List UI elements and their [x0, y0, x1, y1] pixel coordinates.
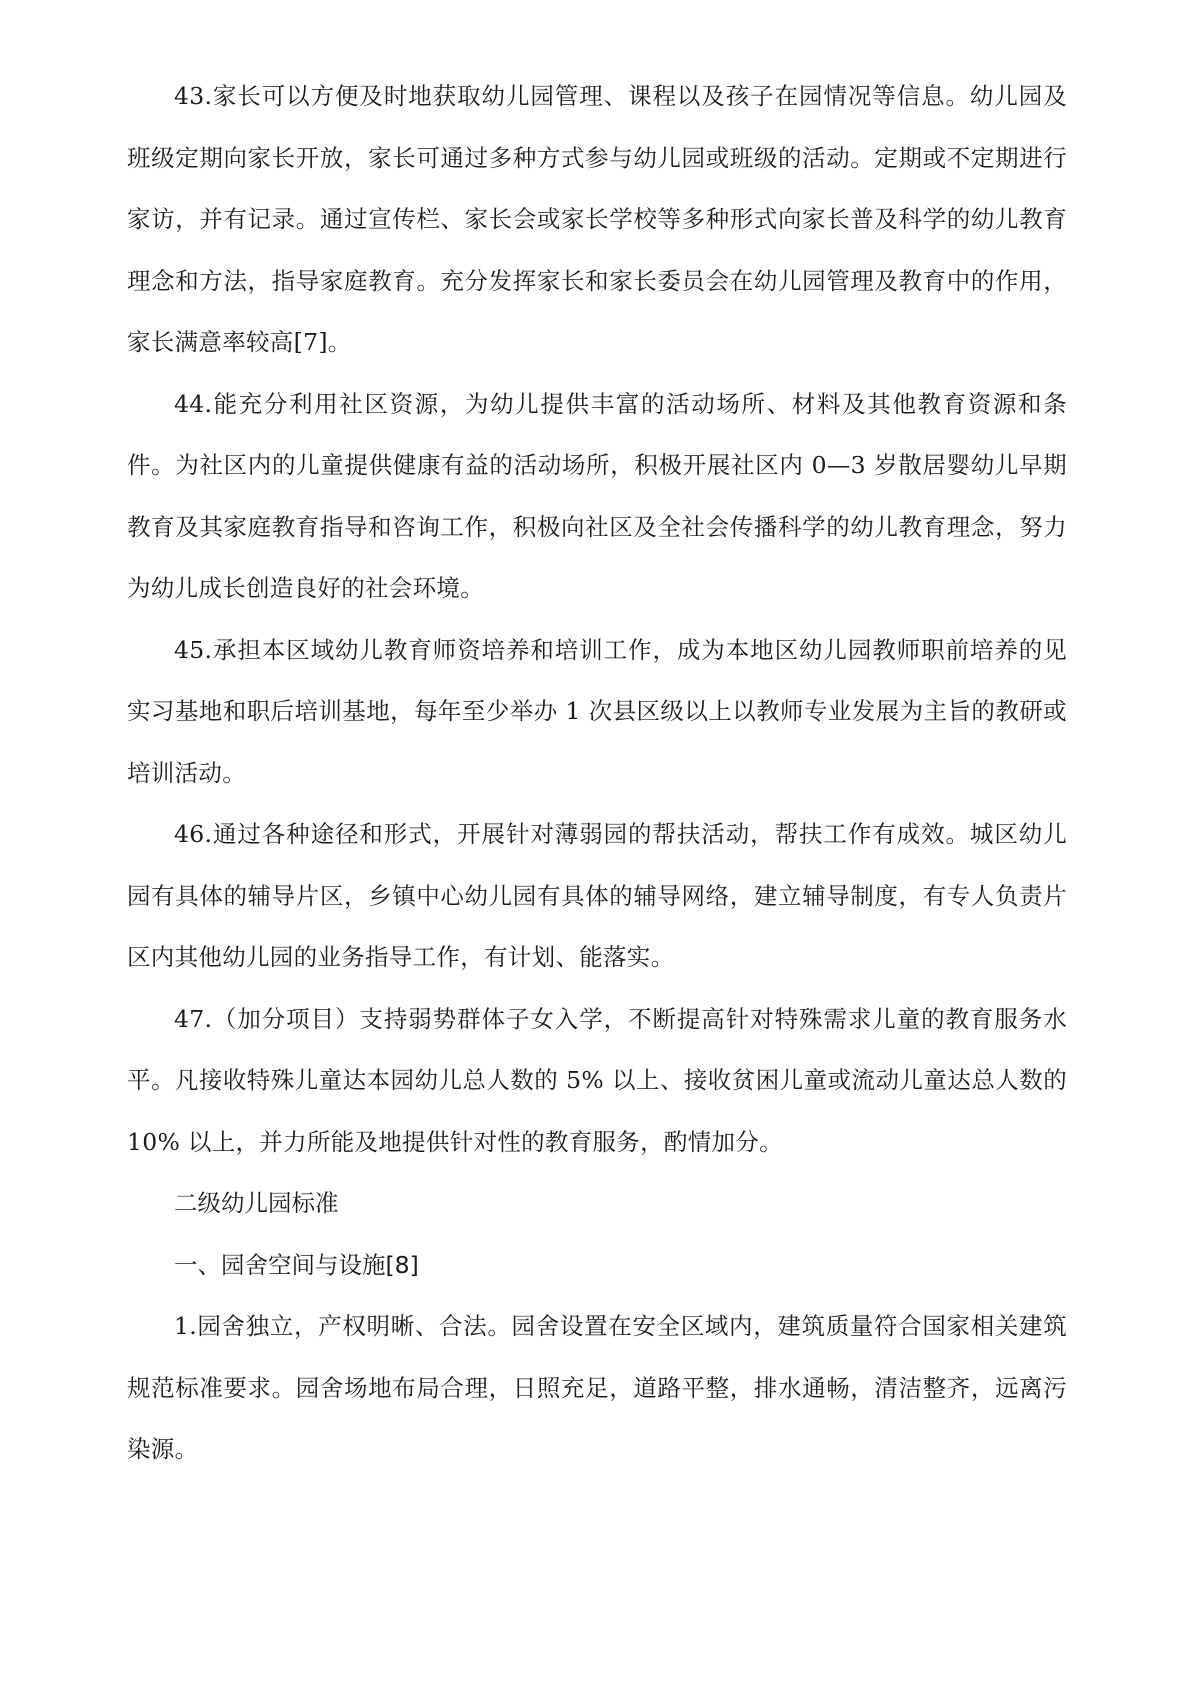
paragraph-46: 46.通过各种途径和形式，开展针对薄弱园的帮扶活动，帮扶工作有成效。城区幼儿园有具体的辅导片区，乡镇中心幼儿园有具体的辅导网络，建立辅导制度，有专人负责片区内其他幼儿园的业务指导工作，有计划、能落实。 [127, 820, 1067, 971]
paragraph-45: 45.承担本区域幼儿教育师资培养和培训工作，成为本地区幼儿园教师职前培养的见实习基地和职后培训基地，每年至少举办 1 次县区级以上以教师专业发展为主旨的教研或培训活动。 [127, 635, 1067, 787]
document-body [127, 66, 1067, 1481]
paragraph-43: 43.家长可以方便及时地获取幼儿园管理、课程以及孩子在园情况等信息。幼儿园及班级定期向家长开放，家长可通过多种方式参与幼儿园或班级的活动。定期或不定期进行家访，并有记录。通过宣传栏、家长会或家长学校等多种形式向家长普及科学的幼儿教育理念和方法，指导家庭教育。充分发挥家长和家长委员会在幼儿园管理及教育中的作用，家长满意率较高[7]。 [127, 82, 1067, 356]
paragraph-44: 44.能充分利用社区资源，为幼儿提供丰富的活动场所、材料及其他教育资源和条件。为社区内的儿童提供健康有益的活动场所，积极开展社区内 0—3 岁散居婴幼儿早期教育及其家庭教育指导和咨询工作，积极向社区及全社会传播科学的幼儿教育理念，努力为幼儿成长创造良好的社会环境。 [127, 389, 1067, 602]
section-title: 二级幼儿园标准 [174, 1189, 339, 1217]
section-paragraph-1: 1.园舍独立，产权明晰、合法。园舍设置在安全区域内，建筑质量符合国家相关建筑规范标准要求。园舍场地布局合理，日照充足，道路平整，排水通畅，清洁整齐，远离污染源。 [127, 1312, 1067, 1463]
paragraph-47: 47.（加分项目）支持弱势群体子女入学，不断提高针对特殊需求儿童的教育服务水平。凡接收特殊儿童达本园幼儿总人数的 5% 以上、接收贫困儿童或流动儿童达总人数的 10% 以上，并力所能及地提供针对性的教育服务，酌情加分。 [127, 1004, 1067, 1156]
subsection-title: 一、园舍空间与设施[8] [174, 1250, 419, 1279]
